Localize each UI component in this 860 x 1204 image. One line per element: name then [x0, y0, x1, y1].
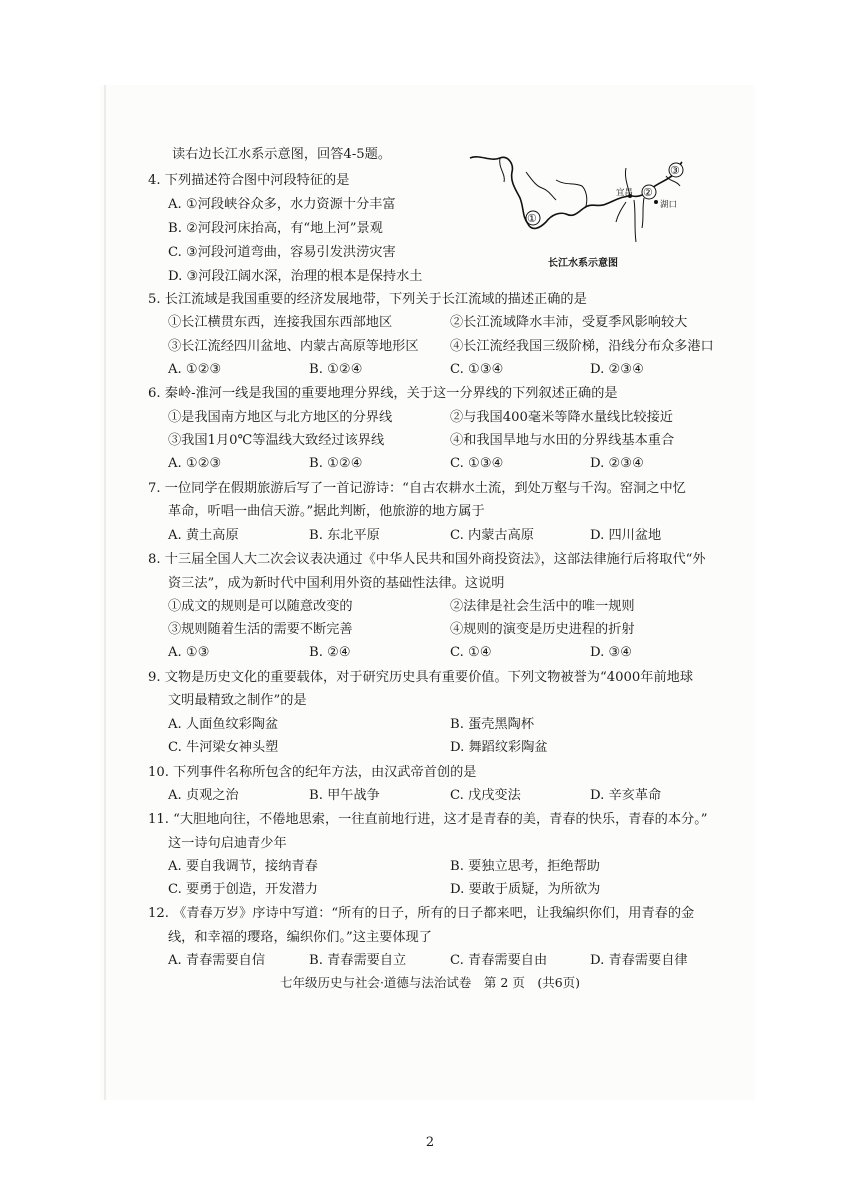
q11-stem-line1: 11. “大胆地向往，不倦地思索，一往直前地行进，这才是青春的美，青春的快乐，青春的本分。”	[148, 812, 708, 827]
q9-option-b: B. 蛋壳黑陶杯	[450, 717, 535, 732]
q12-option-a: A. 青春需要自信	[168, 953, 266, 968]
q6-option-a: A. ①②③	[168, 456, 222, 471]
tributary-1	[500, 158, 505, 182]
q5-statement-4: ④长江流经我国三级阶梯，沿线分布众多港口	[450, 339, 714, 354]
tributary-7	[616, 202, 626, 222]
q11-option-c: C. 要勇于创造，开发潜力	[168, 882, 318, 897]
q10-option-c: C. 戊戌变法	[450, 788, 521, 803]
q10-stem: 10. 下列事件名称所包含的纪年方法，由汉武帝首创的是	[148, 765, 477, 780]
q5-statement-3: ③长江流经四川盆地、内蒙古高原等地形区	[168, 339, 419, 354]
q6-stem: 6. 秦岭-淮河一线是我国的重要地理分界线，关于这一分界线的下列叙述正确的是	[148, 386, 618, 401]
q8-option-b: B. ②④	[309, 645, 351, 660]
q9-option-a: A. 人面鱼纹彩陶盆	[168, 717, 279, 732]
intro-text: 读右边长江水系示意图，回答4-5题。	[172, 147, 392, 162]
q6-statement-4: ④和我国旱地与水田的分界线基本重合	[450, 433, 675, 448]
q10-option-d: D. 辛亥革命	[590, 788, 662, 803]
q7-option-c: C. 内蒙古高原	[450, 528, 534, 543]
q10-option-a: A. 贞观之治	[168, 788, 239, 803]
q5-statement-1: ①长江横贯东西，连接我国东西部地区	[168, 315, 393, 330]
q11-stem-line2: 这一诗句启迪青少年	[168, 836, 287, 851]
q5-statement-2: ②长江流域降水丰沛，受夏季风影响较大	[450, 315, 688, 330]
q5-option-c: C. ①③④	[450, 362, 504, 377]
marker-2: ②	[643, 186, 653, 199]
q6-statement-1: ①是我国南方地区与北方地区的分界线	[168, 410, 393, 425]
q8-statement-3: ③规则随着生活的需要不断完善	[168, 622, 353, 637]
q12-option-b: B. 青春需要自立	[309, 953, 407, 968]
q7-option-a: A. 黄土高原	[168, 528, 239, 543]
q6-option-b: B. ①②④	[309, 456, 363, 471]
tributary-2	[526, 172, 556, 200]
q5-option-b: B. ①②④	[309, 362, 363, 377]
q8-option-a: A. ①③	[168, 645, 210, 660]
q6-statement-2: ②与我国400毫米等降水量线比较接近	[450, 410, 673, 425]
q11-option-b: B. 要独立思考，拒绝帮助	[450, 859, 600, 874]
scan-edge	[104, 85, 106, 1100]
q4-option-c: C. ③河段河道弯曲，容易引发洪涝灾害	[168, 245, 396, 260]
city-dot-hukou	[654, 200, 658, 204]
q8-stem-line2: 资三法”，成为新时代中国利用外资的基础性法律。这说明	[168, 576, 505, 591]
q12-stem-line2: 线，和幸福的璎珞，编织你们。”这主要体现了	[168, 930, 432, 945]
q5-option-a: A. ①②③	[168, 362, 222, 377]
q7-stem-line2: 革命，听唱一曲信天游。”据此判断，他旅游的地方属于	[168, 504, 485, 519]
q6-option-c: C. ①③④	[450, 456, 504, 471]
page-number: 2	[425, 1135, 435, 1150]
q12-stem-line1: 12. 《青春万岁》序诗中写道：“所有的日子，所有的日子都来吧，让我编织你们，用青春的金	[148, 906, 695, 921]
q7-option-b: B. 东北平原	[309, 528, 380, 543]
q10-option-b: B. 甲午战争	[309, 788, 380, 803]
q4-option-d: D. ③河段江阔水深，治理的根本是保持水土	[168, 269, 423, 284]
city-yichang: 宜昌	[616, 188, 634, 198]
yangtze-river-map	[466, 152, 716, 270]
q12-option-d: D. 青春需要自律	[590, 953, 688, 968]
q11-option-a: A. 要自我调节，接纳青春	[168, 859, 318, 874]
q4-option-a: A. ①河段峡谷众多，水力资源十分丰富	[168, 197, 396, 212]
page-footer: 七年级历史与社会·道德与法治试卷 第 2 页 (共6页)	[279, 975, 581, 990]
q8-statement-4: ④规则的演变是历史进程的折射	[450, 622, 635, 637]
map-caption: 长江水系示意图	[548, 258, 618, 269]
tributary-5	[634, 200, 636, 242]
q7-option-d: D. 四川盆地	[590, 528, 662, 543]
tributary-6	[642, 198, 644, 228]
q6-statement-3: ③我国1月0℃等温线大致经过该界线	[168, 433, 385, 448]
q11-option-d: D. 要敢于质疑，为所欲为	[450, 882, 601, 897]
q6-option-d: D. ②③④	[590, 456, 644, 471]
q12-option-c: C. 青春需要自由	[450, 953, 548, 968]
tributary-3	[556, 180, 587, 206]
q8-option-c: C. ①④	[450, 645, 492, 660]
city-hukou: 湖口	[660, 200, 678, 210]
q5-option-d: D. ②③④	[590, 362, 644, 377]
marker-1: ①	[527, 212, 537, 225]
tributary-8	[666, 176, 680, 186]
q9-stem-line1: 9. 文物是历史文化的重要载体，对于研究历史具有重要价值。下列文物被誉为“4000年前地球	[148, 670, 694, 685]
q5-stem: 5. 长江流域是我国重要的经济发展地带，下列关于长江流域的描述正确的是	[148, 292, 587, 307]
q4-stem: 4. 下列描述符合图中河段特征的是	[148, 173, 350, 188]
q8-option-d: D. ③④	[590, 645, 633, 660]
q4-option-b: B. ②河段河床抬高，有“地上河”景观	[168, 221, 383, 236]
q9-option-c: C. 牛河梁女神头塑	[168, 740, 279, 755]
marker-3: ③	[670, 164, 680, 177]
q7-stem-line1: 7. 一位同学在假期旅游后写了一首记游诗：“自古农耕水土流，到处万壑与千沟。窑洞之中忆	[148, 481, 686, 496]
q9-stem-line2: 文明最精致之制作”的是	[168, 693, 307, 708]
q8-statement-2: ②法律是社会生活中的唯一规则	[450, 599, 635, 614]
q9-option-d: D. 舞蹈纹彩陶盆	[450, 740, 548, 755]
q8-statement-1: ①成文的规则是可以随意改变的	[168, 599, 353, 614]
q8-stem-line1: 8. 十三届全国人大二次会议表决通过《中华人民共和国外商投资法》，这部法律施行后将取代“外	[148, 552, 706, 567]
